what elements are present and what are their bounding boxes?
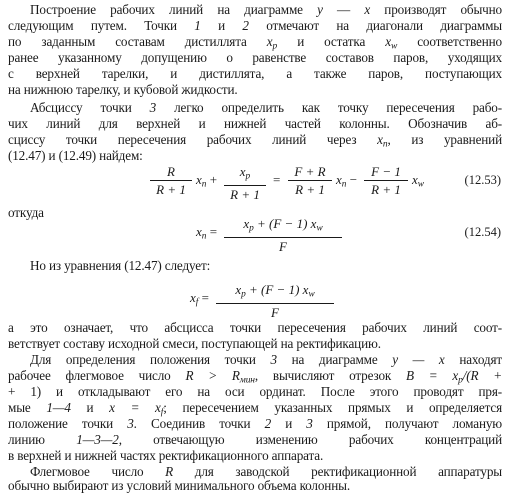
- math-sub: p: [458, 375, 463, 386]
- text-line: [30, 100, 502, 116]
- text-line: + 1) и откладывают его на оси ординат. После этого проводят пря-: [8, 384, 502, 399]
- math-sub: p: [272, 41, 278, 52]
- fraction-bar: [364, 180, 408, 181]
- operator: =: [273, 172, 281, 187]
- point-label: 3: [306, 416, 313, 431]
- numerator: F + R: [294, 164, 326, 179]
- text-line: ранее указанному допущению о равенстве составов паров, уходящих: [8, 50, 502, 65]
- math-expr: B = x: [406, 368, 459, 383]
- math-var: x: [385, 34, 391, 49]
- text: и: [86, 400, 94, 415]
- math-var: x: [239, 164, 246, 179]
- math-sub: p: [249, 223, 254, 234]
- text: ; пересечением указанных прямых и определяется: [163, 400, 503, 415]
- math-sub: f: [160, 407, 164, 418]
- text: , из уравнений: [387, 132, 502, 147]
- math-term: + (F − 1) x: [245, 282, 309, 297]
- text-line: [8, 132, 502, 148]
- text-line: в верхней и нижней частях ректификационного аппарата.: [8, 448, 324, 463]
- text: рабочее флегмовое число: [8, 368, 171, 383]
- math-var: x: [235, 282, 242, 297]
- denominator: F: [271, 305, 279, 321]
- text: Для определения положения точки: [30, 352, 256, 367]
- text: по заданным составам дистиллята: [8, 34, 247, 49]
- text-line: на нижнюю тарелку, и кубовой жидкости.: [8, 82, 238, 97]
- text: на диаграмме: [291, 352, 378, 367]
- text: , вычисляют отрезок: [254, 368, 392, 383]
- text-line: [8, 432, 502, 448]
- math-var: x: [364, 2, 371, 17]
- text: положение точки: [8, 416, 114, 431]
- text: для заводской ректификационной аппаратуры: [194, 464, 502, 479]
- operator: =: [201, 290, 209, 305]
- math-sub: w: [417, 179, 425, 190]
- text: легко определить как точку пересечения рабо-: [174, 100, 502, 115]
- math-sub: p: [245, 171, 251, 182]
- text: производят обычно: [370, 2, 502, 17]
- math-term: [196, 224, 217, 244]
- fraction: [364, 164, 408, 197]
- text-line: [8, 34, 502, 50]
- fraction: [216, 282, 334, 320]
- math-var: x: [412, 172, 418, 187]
- text: прямой, получают ломаную: [326, 416, 502, 431]
- math-expr: R > R: [185, 368, 240, 383]
- text: . Соединив точки: [133, 416, 251, 431]
- fraction: [150, 164, 192, 197]
- text-line: Но из уравнения (12.47) следует:: [30, 258, 211, 273]
- math-sub: w: [316, 223, 323, 234]
- text: Построение рабочих линий на диаграмме: [30, 2, 303, 17]
- text: линию: [8, 432, 45, 447]
- fraction-bar: [150, 180, 192, 181]
- denominator: R + 1: [156, 182, 186, 197]
- math-var: x: [196, 172, 202, 187]
- math-expr: y — x: [392, 352, 445, 367]
- math-sub: п: [201, 179, 207, 190]
- fraction-bar: [224, 185, 266, 186]
- text-line: [30, 2, 502, 18]
- math-term: [412, 172, 424, 192]
- math-sub: f: [195, 297, 199, 308]
- math-term: + (F − 1) x: [253, 216, 317, 231]
- text-line: обычно выбирают из условий минимального объема колонны.: [8, 478, 350, 493]
- text: и остатка: [297, 34, 366, 49]
- math-var: x: [377, 132, 383, 147]
- operator: −: [349, 172, 358, 187]
- point-label: 2: [264, 416, 272, 431]
- math-expr: x = x: [109, 400, 161, 415]
- equation-number: (12.54): [464, 225, 501, 239]
- numerator: [224, 164, 266, 184]
- math-sub: п: [341, 179, 347, 190]
- math-var: x: [266, 34, 273, 49]
- math-sub: п: [382, 139, 388, 150]
- point-label: 1—4: [46, 400, 71, 415]
- operator: =: [209, 224, 218, 239]
- text-line: [8, 18, 502, 34]
- denominator: R + 1: [295, 182, 325, 197]
- fraction-bar: [288, 180, 332, 181]
- math-expr: /(R +: [462, 368, 503, 383]
- point-label: 3: [127, 416, 134, 431]
- text-line: [30, 352, 502, 368]
- point-label: 1: [194, 18, 201, 33]
- numerator: F − 1: [371, 164, 401, 179]
- math-term: [196, 172, 217, 192]
- point-label: 1—3—2: [76, 432, 119, 447]
- text-line: (12.47) и (12.49) найдем:: [8, 148, 143, 163]
- text-line: с верхней тарелки, и дистиллята, а также паров, поступающих: [8, 66, 502, 81]
- text: —: [322, 2, 365, 17]
- text-line: [8, 416, 502, 432]
- text: мые: [8, 400, 31, 415]
- fraction: [288, 164, 332, 197]
- fraction-bar: [224, 237, 342, 238]
- text: и: [218, 18, 226, 33]
- numerator: [224, 216, 342, 236]
- text-line: а это означает, что абсцисса точки пересечения рабочих линий соот-: [8, 320, 502, 335]
- math-term: [336, 172, 357, 192]
- text: соответственно: [417, 34, 503, 49]
- point-label: 3: [270, 352, 277, 367]
- math-var: R: [165, 464, 174, 479]
- equation-number: (12.53): [464, 173, 501, 187]
- math-sub: мин: [239, 375, 255, 386]
- text: , отвечающую изменению рабочих концентраций: [118, 432, 503, 447]
- text: Абсциссу точки: [30, 100, 132, 115]
- numerator: [216, 282, 334, 302]
- denominator: R + 1: [371, 182, 401, 197]
- math-var: x: [196, 224, 202, 239]
- text: находят: [459, 352, 503, 367]
- fraction: [224, 164, 266, 202]
- operator: +: [209, 172, 218, 187]
- math-var: x: [190, 290, 196, 305]
- text-line: чих линий для верхней и нижней частей колонны. Обозначив аб-: [8, 116, 502, 131]
- text: отмечают на диагонали диаграммы: [266, 18, 502, 33]
- numerator: R: [167, 164, 175, 179]
- text: следующим путем. Точки: [8, 18, 177, 33]
- text-line: ветствует составу исходной смеси, поступающей на ректификацию.: [8, 336, 381, 351]
- text-line: откуда: [8, 205, 44, 220]
- fraction: [224, 216, 342, 254]
- denominator: R + 1: [230, 187, 260, 203]
- point-label: 2: [242, 18, 249, 33]
- math-term: [190, 290, 209, 310]
- text: и: [285, 416, 293, 431]
- text: Флегмовое число: [30, 464, 144, 479]
- denominator: F: [279, 239, 287, 255]
- text-line: [8, 400, 502, 416]
- text-line: [8, 368, 502, 384]
- math-var: x: [243, 216, 250, 231]
- math-sub: w: [390, 41, 398, 52]
- math-var: y: [317, 2, 323, 17]
- math-var: x: [336, 172, 342, 187]
- math-sub: п: [201, 231, 207, 242]
- text: сциссу точки пересечения рабочих линий через: [8, 132, 357, 147]
- fraction-bar: [216, 303, 334, 304]
- math-sub: p: [241, 289, 246, 300]
- math-sub: w: [308, 289, 315, 300]
- point-label: 3: [149, 100, 157, 115]
